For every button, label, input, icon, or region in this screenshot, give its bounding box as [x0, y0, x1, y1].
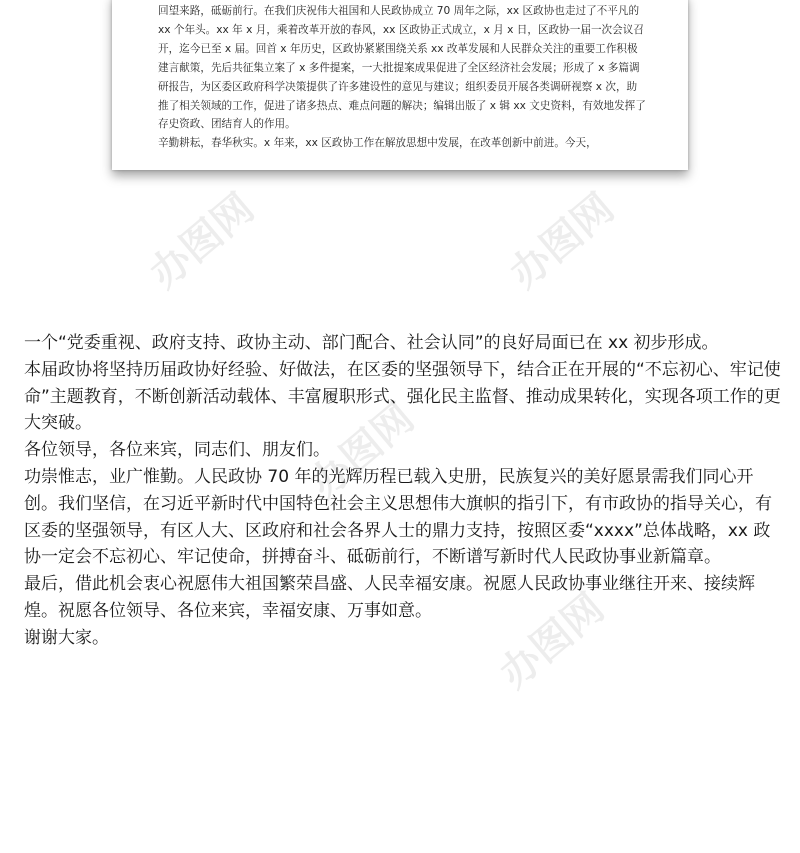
watermark: 办图网 [501, 184, 623, 298]
body-paragraph: 各位领导，各位来宾，同志们、朋友们。 [24, 440, 330, 461]
document-preview-card [112, 0, 688, 170]
watermark: 办图网 [491, 584, 613, 698]
body-paragraph: 功崇惟志，业广惟勤。人民政协 70 年的光辉历程已载入史册，民族复兴的美好愿景需我们同心开创。我们坚信，在习近平新时代中国特色社会主义思想伟大旗帜的指引下，有市政协的指导关心，有区委的坚强领导，有区人大、区政府和社会各界人士的鼎力支持，按照区委“xxxx”总体战略，xx 政协一定会不忘初心、牢记使命，拼搏奋斗、砥砺前行，不断谱写新时代人民政协事业新篇章。 [24, 466, 772, 568]
preview-text [158, 0, 646, 153]
document-body [24, 330, 782, 652]
body-paragraph: 谢谢大家。 [24, 627, 109, 648]
preview-paragraph: 辛勤耕耘，春华秋实。x 年来，xx 区政协工作在解放思想中发展，在改革创新中前进。今天， [158, 137, 597, 150]
watermark: 办图网 [141, 184, 263, 298]
watermark: 办图网 [301, 394, 423, 508]
body-paragraph: 最后，借此机会衷心祝愿伟大祖国繁荣昌盛、人民幸福安康。祝愿人民政协事业继往开来、接续辉煌。祝愿各位领导、各位来宾，幸福安康、万事如意。 [24, 574, 755, 621]
preview-paragraph: 回望来路，砥砺前行。在我们庆祝伟大祖国和人民政协成立 70 周年之际，xx 区政协也走过了不平凡的 xx 个年头。xx 年 x 月，乘着改革开放的春风，xx 区政协正式成立，x 月 x 日，区政协一届一次会议召开，迄今已至 x 届。回首 x 年历史，区政协紧紧围绕关系 xx 改革发展和人民群众关注的重要工作积极建言献策，先后共征集立案了 x 多件提案，一大批提案成果促进了全区经济社会发展；形成了 x 多篇调研报告，为区委区政府科学决策提供了许多建设性的意见与建议；组织委员开展各类调研视察 x 次，助推了相关领域的工作，促进了诸多热点、难点问题的解决；编辑出版了 x 辑 xx 文史资料，有效地发挥了存史资政、团结育人的作用。 [158, 5, 646, 131]
body-paragraph: 本届政协将坚持历届政协好经验、好做法，在区委的坚强领导下，结合正在开展的“不忘初心、牢记使命”主题教育，不断创新活动载体、丰富履职形式、强化民主监督、推动成果转化，实现各项工作的更大突破。 [24, 359, 781, 434]
body-paragraph: 一个“党委重视、政府支持、政协主动、部门配合、社会认同”的良好局面已在 xx 初步形成。 [24, 333, 719, 353]
